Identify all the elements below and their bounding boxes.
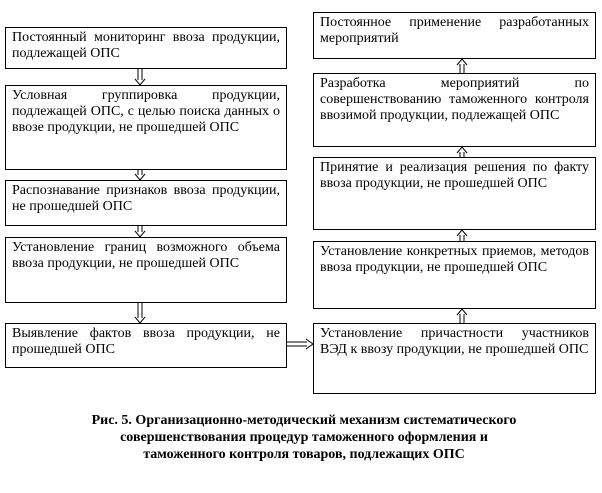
arrow-down-2 xyxy=(135,170,145,180)
arrow-up-1 xyxy=(457,309,467,323)
right-box-4-text: Установление конкретных приемов, методов ввоза продукции, не прошедшей ОПС xyxy=(320,244,589,275)
right-box-3-text: Принятие и реализация решения по факту ввоза продукции, не прошедшей ОПС xyxy=(320,160,589,191)
right-box-2-text: Разработка мероприятий по совершенствованию таможенного контроля ввозимой продукции, подлежащей ОПС xyxy=(320,76,589,123)
arrow-right xyxy=(287,339,313,349)
caption-line-2: совершенствования процедур таможенного оформления и xyxy=(120,430,488,445)
left-box-2-text: Условная группировка продукции, подлежащей ОПС, с целью поиска данных о ввозе продукции, не прошедшей ОПС xyxy=(12,88,280,135)
arrow-up-3 xyxy=(457,147,467,157)
left-box-5-text: Выявление фактов ввоза продукции, не прошедшей ОПС xyxy=(12,326,280,357)
right-box-5-text: Установление причастности участников ВЭД к ввозу продукции, не прошедшей ОПС xyxy=(320,326,589,357)
left-box-1-text: Постоянный мониторинг ввоза продукции, подлежащей ОПС xyxy=(12,30,280,61)
arrow-down-4 xyxy=(135,303,145,323)
left-box-3-text: Распознавание признаков ввоза продукции, не прошедшей ОПС xyxy=(12,183,280,214)
caption-line-3: таможенного контроля товаров, подлежащих ОПС xyxy=(143,447,465,462)
arrow-down-1 xyxy=(135,69,145,85)
arrow-up-4 xyxy=(457,59,467,73)
caption-line-1: Рис. 5. Организационно-методический механизм систематического xyxy=(91,413,517,428)
left-box-4-text: Установление границ возможного объема ввоза продукции, не прошедшей ОПС xyxy=(12,240,280,271)
right-box-1-text: Постоянное применение разработанных мероприятий xyxy=(320,15,589,46)
arrow-down-3 xyxy=(135,226,145,237)
arrow-up-2 xyxy=(457,230,467,241)
figure-caption xyxy=(40,412,568,463)
